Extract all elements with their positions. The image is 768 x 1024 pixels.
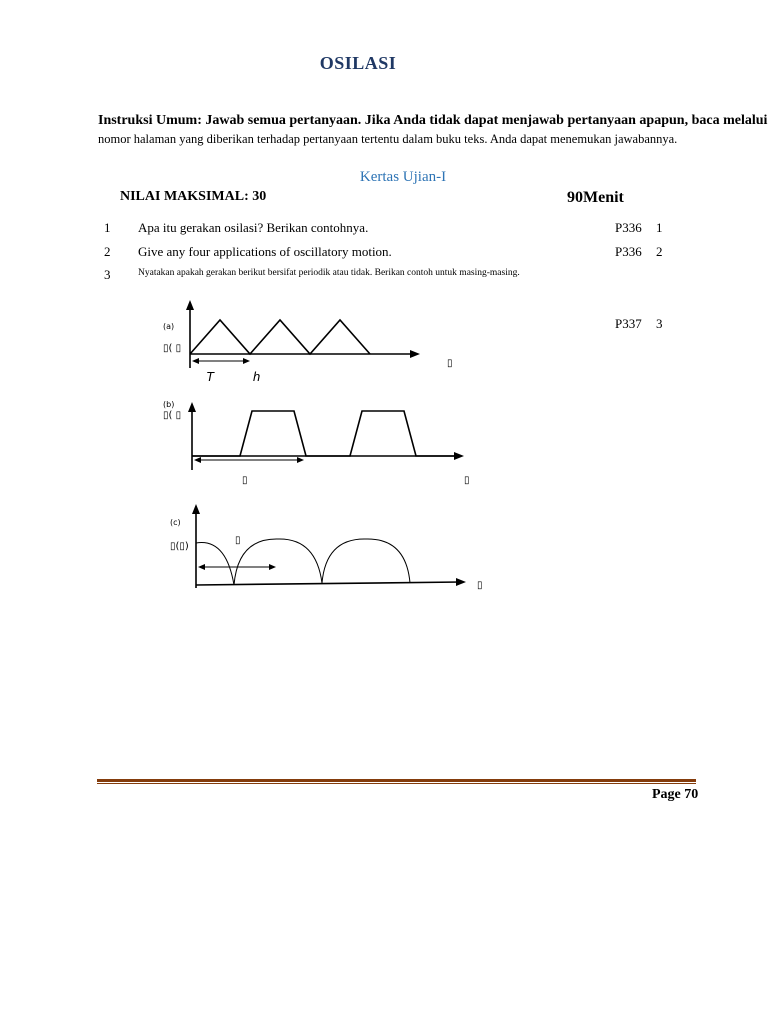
instructions-bold: Instruksi Umum: Jawab semua pertanyaan. Jika Anda tidak dapat menjawab pertanyaan apapun, baca melalui (98, 113, 768, 128)
graph-c-arch-2 (234, 539, 322, 585)
instructions-text: nomor halaman yang diberikan terhadap pertanyaan tertentu dalam buku teks. Anda dapat menemukan jawabannya. (98, 132, 678, 146)
graph-c-xlabel: ▯ (477, 580, 483, 591)
graph-a-ylabel: ▯( ▯ (163, 343, 182, 354)
graph-c-y-arrow (192, 504, 200, 514)
graph-b-tick-label: ▯ (242, 475, 248, 486)
question-marks: 2 (656, 244, 663, 259)
graph-c-x-arrow (456, 578, 466, 586)
graph-c-tick-label: ▯ (235, 535, 241, 546)
page-number: Page 70 (652, 787, 699, 802)
duration: 90Menit (567, 189, 624, 206)
question-page-ref: P336 (615, 244, 642, 259)
graph-b-xlabel: ▯ (464, 475, 470, 486)
graph-a-tick-h: h (253, 369, 261, 384)
graph-b-wave (192, 411, 458, 456)
graph-a-xlabel: ▯ (447, 358, 453, 369)
question-marks: 1 (656, 220, 663, 235)
question-number: 3 (104, 267, 111, 282)
graph-a-wave (190, 320, 370, 354)
graph-a-x-arrow (410, 350, 420, 358)
question-marks: 3 (656, 316, 663, 331)
graph-c-x-axis (196, 582, 461, 585)
question-number: 1 (104, 220, 111, 235)
question-text: Nyatakan apakah gerakan berikut bersifat periodik atau tidak. Berikan contoh untuk masing-masing. (138, 268, 520, 278)
graph-a-y-arrow (186, 300, 194, 310)
graph-a-label: (a) (163, 322, 175, 331)
question-text: Apa itu gerakan osilasi? Berikan contohnya. (138, 220, 369, 235)
question-text: Give any four applications of oscillatory motion. (138, 244, 392, 259)
graph-b-trapezoid-wave (172, 398, 472, 478)
exam-subtitle: Kertas Ujian-I (359, 169, 447, 185)
graph-a-triangular-wave (170, 298, 430, 378)
question-page-ref: P336 (615, 220, 642, 235)
question-number: 2 (104, 244, 111, 259)
footer-rule-thin (97, 783, 696, 784)
max-score: NILAI MAKSIMAL: 30 (120, 189, 267, 204)
graph-b-ylabel: ▯( ▯ (163, 410, 182, 421)
graph-c-arch-3 (322, 539, 410, 583)
graph-c-arch-1 (196, 543, 234, 585)
question-page-ref: P337 (615, 316, 642, 331)
graph-c-label: (c) (170, 518, 181, 527)
graph-b-y-arrow (188, 402, 196, 412)
graph-a-tick-T: T (206, 369, 214, 384)
graph-c-arch-wave (176, 500, 476, 595)
page-title: OSILASI (319, 53, 397, 73)
footer-rule (97, 779, 696, 782)
graph-c-ylabel: ▯(▯) (170, 541, 189, 552)
graph-b-label: (b) (163, 400, 175, 409)
